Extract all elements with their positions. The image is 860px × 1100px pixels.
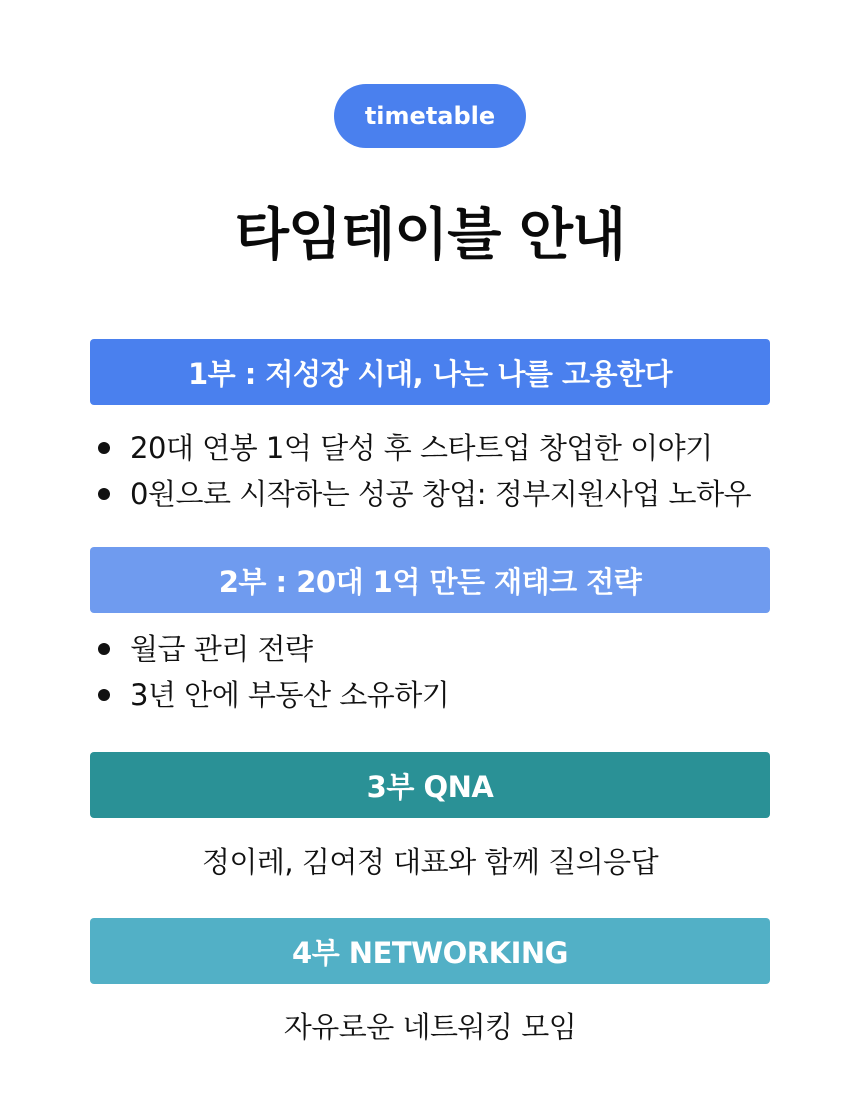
section-4-heading bbox=[90, 918, 770, 984]
section-2-heading-text: 2부 : 20대 1억 만든 재태크 전략 bbox=[218, 564, 642, 599]
page-title: 타임테이블 안내 bbox=[234, 203, 626, 268]
list-item-text: 20대 연봉 1억 달성 후 스타트업 창업한 이야기 bbox=[130, 431, 713, 465]
timetable-badge-label: timetable bbox=[364, 102, 496, 130]
section-4-heading-text: 4부 NETWORKING bbox=[292, 935, 568, 970]
timetable-badge bbox=[334, 84, 526, 148]
section-1-list bbox=[96, 425, 796, 517]
bullet-dot-icon bbox=[98, 643, 110, 655]
section-3-heading bbox=[90, 752, 770, 818]
bullet-dot-icon bbox=[98, 488, 110, 500]
section-2-list bbox=[96, 626, 796, 718]
list-item-text: 0원으로 시작하는 성공 창업: 정부지원사업 노하우 bbox=[130, 477, 752, 511]
section-1-heading-text: 1부 : 저성장 시대, 나는 나를 고용한다 bbox=[187, 356, 673, 391]
section-4-text: 자유로운 네트워킹 모임 bbox=[283, 1010, 577, 1044]
section-1-heading bbox=[90, 339, 770, 405]
section-3-text: 정이레, 김여정 대표와 함께 질의응답 bbox=[201, 845, 659, 879]
list-item bbox=[96, 672, 796, 718]
bullet-dot-icon bbox=[98, 442, 110, 454]
section-2-heading bbox=[90, 547, 770, 613]
section-3-heading-text: 3부 QNA bbox=[366, 769, 494, 804]
list-item-text: 월급 관리 전략 bbox=[130, 632, 313, 666]
bullet-dot-icon bbox=[98, 689, 110, 701]
list-item bbox=[96, 471, 796, 517]
list-item bbox=[96, 425, 796, 471]
list-item bbox=[96, 626, 796, 672]
list-item-text: 3년 안에 부동산 소유하기 bbox=[130, 678, 450, 712]
